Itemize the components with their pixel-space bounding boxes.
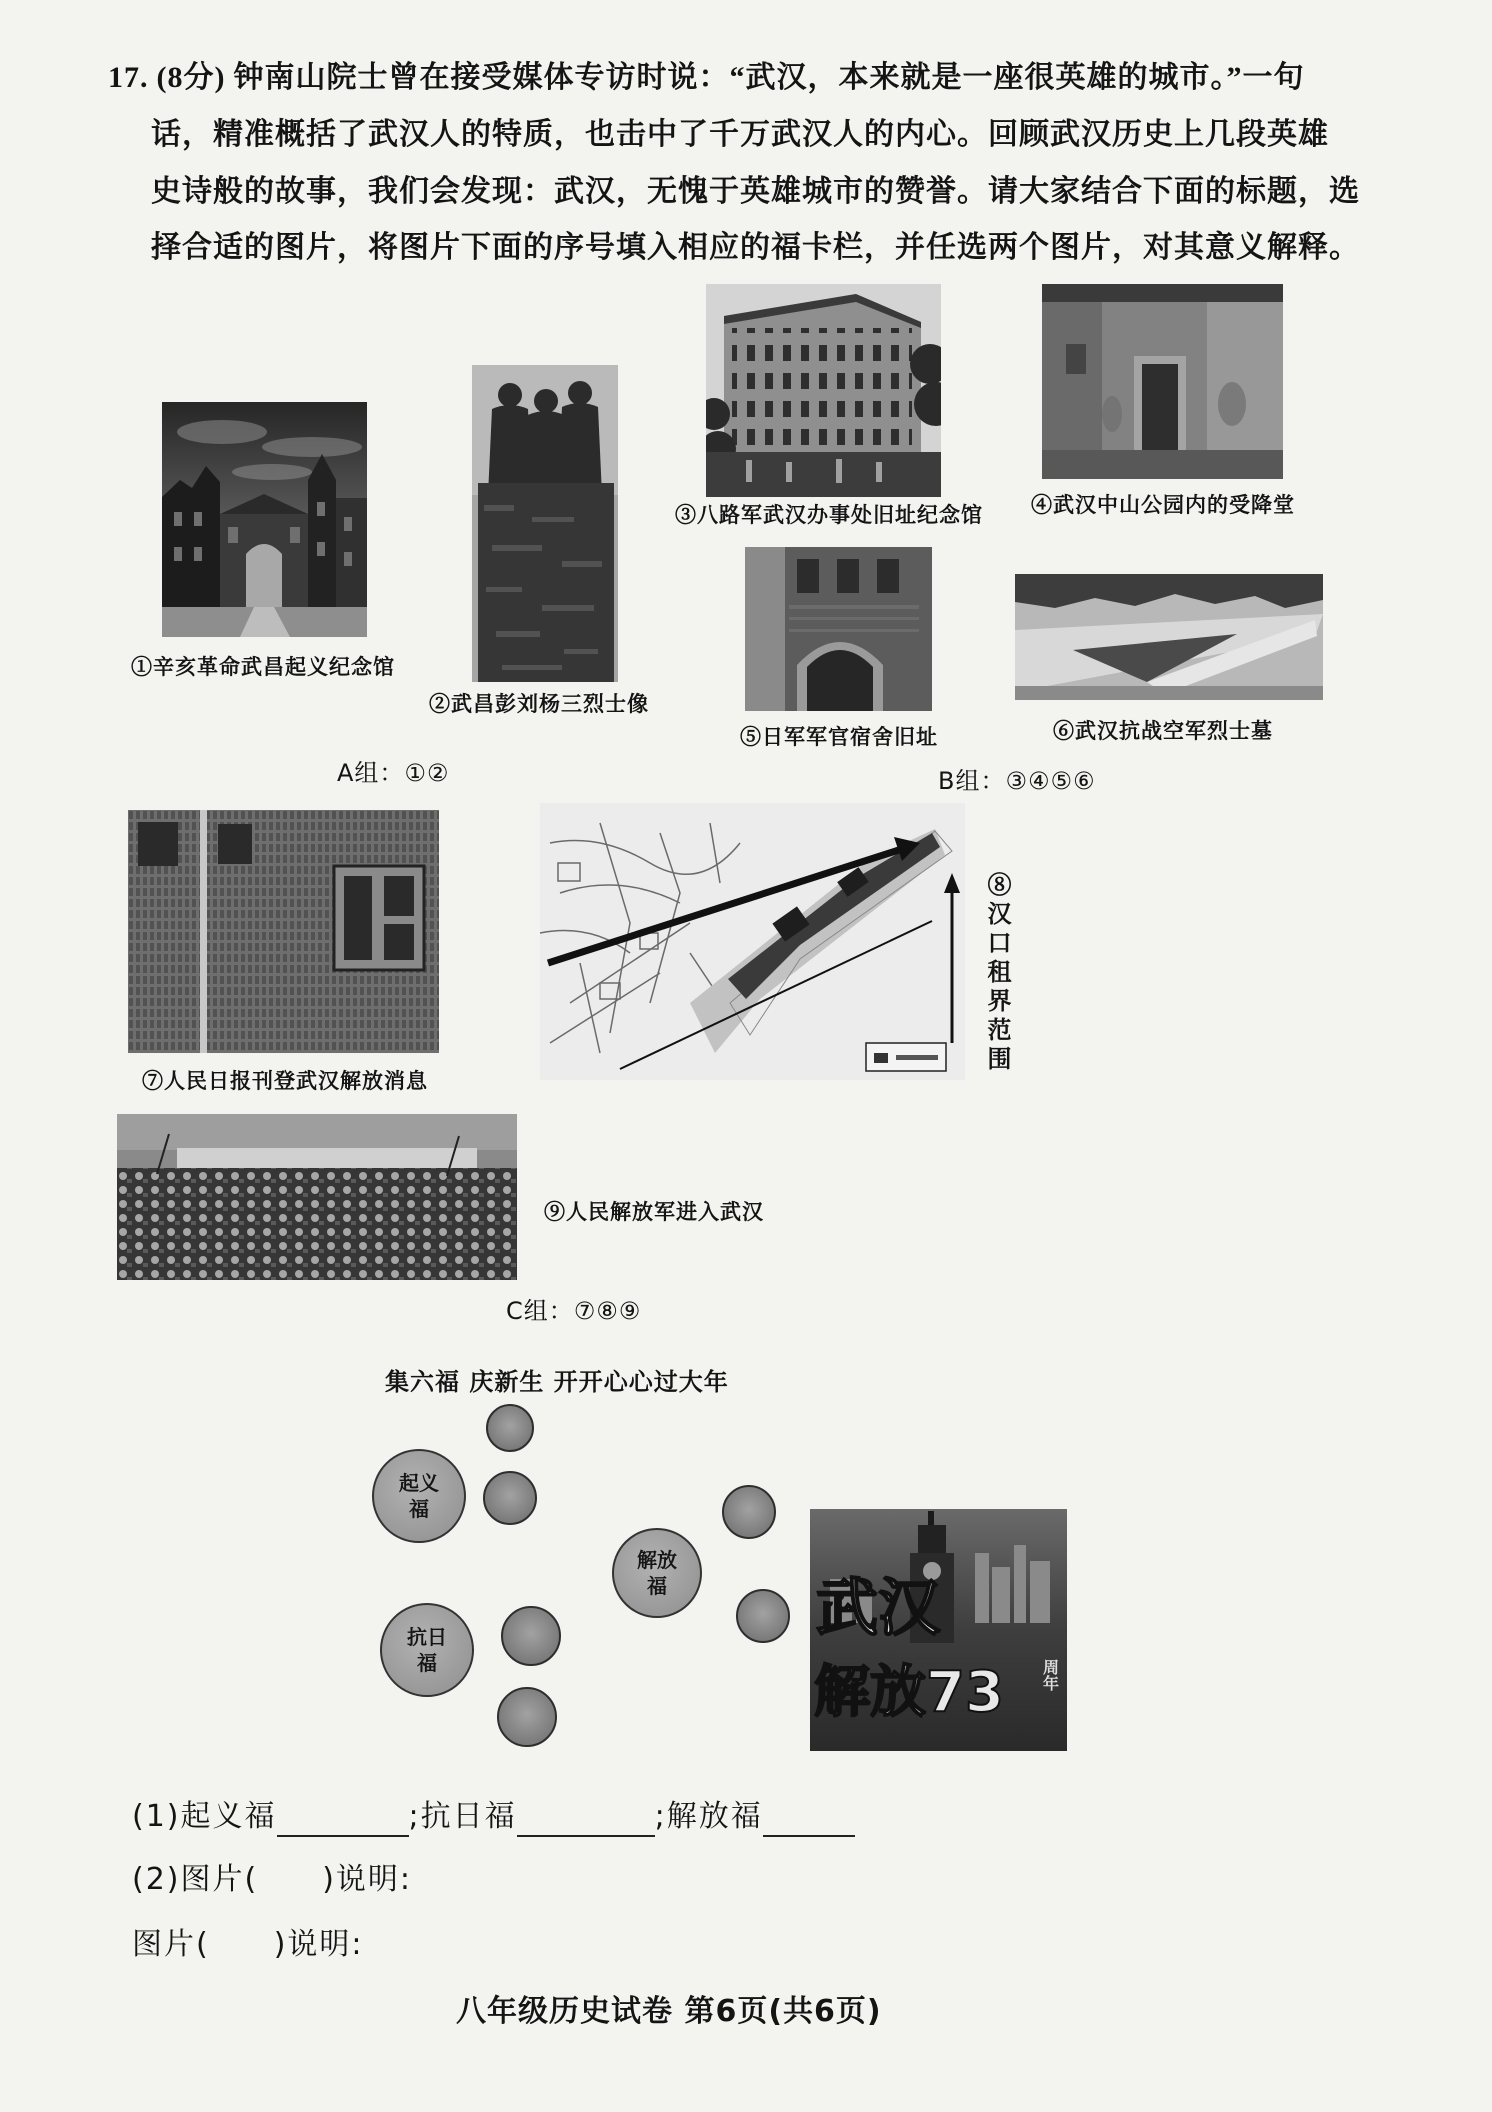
photo-officers-quarters — [745, 547, 932, 711]
fu-card-qiyi — [372, 1449, 466, 1543]
photo-three-martyrs-statue — [472, 365, 618, 682]
fu-slot-circle — [486, 1404, 534, 1452]
photo-peoples-daily-newspaper — [128, 810, 439, 1053]
caption-picture-9: ⑨人民解放军进入武汉 — [544, 1199, 764, 1224]
map-legend — [866, 1043, 946, 1071]
gate-arch — [246, 544, 282, 607]
ground — [1015, 686, 1323, 700]
answer-blank-qiyi — [277, 1801, 409, 1837]
page-footer: 八年级历史试卷 第6页(共6页) — [456, 1994, 882, 2029]
answer-line-1 — [132, 1797, 855, 1837]
question-number: 17. — [108, 61, 149, 94]
fu-section-title: 集六福 庆新生 开开心心过大年 — [385, 1368, 729, 1396]
question-score: (8分) — [156, 61, 226, 94]
question-text: 择合适的图片，将图片下面的序号填入相应的福卡栏，并任选两个图片，对其意义解释。 — [151, 231, 1360, 264]
crowd — [117, 1168, 517, 1280]
group-a-label: A组：①② — [337, 759, 450, 787]
caption-picture-7: ⑦人民日报刊登武汉解放消息 — [142, 1068, 428, 1093]
door — [1142, 364, 1178, 452]
question-line-3 — [151, 172, 1360, 212]
stone-pedestal — [478, 483, 614, 682]
fu-slot-circle — [483, 1471, 537, 1525]
arch-opening — [807, 650, 873, 711]
answer-label-kangri: ;抗日福 — [408, 1799, 517, 1834]
fu-slot-circle — [501, 1606, 561, 1666]
photo-eighth-route-army-office — [706, 284, 941, 497]
poster-title-line2: 解放73 — [814, 1660, 1004, 1725]
fu-card-label: 解放福 — [637, 1548, 677, 1598]
left-corner — [745, 547, 785, 711]
answer-explain-1: (2)图片( )说明: — [132, 1862, 413, 1897]
answer-line-2 — [132, 1860, 412, 1900]
answer-label-qiyi: (1)起义福 — [132, 1799, 277, 1834]
caption-picture-1: ①辛亥革命武昌起义纪念馆 — [131, 654, 395, 679]
group-b-label: B组：③④⑤⑥ — [938, 767, 1096, 795]
answer-blank-jiefang — [763, 1801, 855, 1837]
poster-wuhan-liberation — [810, 1509, 1067, 1751]
question-line-1 — [108, 58, 1304, 98]
fu-slot-circle — [497, 1687, 557, 1747]
fu-card-kangri — [380, 1603, 474, 1697]
group-c-label: C组：⑦⑧⑨ — [506, 1297, 642, 1325]
headline-box — [334, 866, 424, 970]
caption-picture-6: ⑥武汉抗战空军烈士墓 — [1053, 718, 1273, 743]
fu-card-label: 抗日福 — [407, 1625, 447, 1675]
photo-air-force-martyrs-cemetery — [1015, 574, 1323, 700]
answer-line-3 — [132, 1925, 364, 1965]
fold-line — [200, 810, 207, 1053]
upper-windows — [797, 559, 899, 593]
caption-picture-4: ④武汉中山公园内的受降堂 — [1031, 492, 1295, 517]
caption-picture-3: ③八路军武汉办事处旧址纪念馆 — [675, 502, 983, 527]
caption-picture-2: ②武昌彭刘杨三烈士像 — [429, 691, 649, 716]
question-text: 钟南山院士曾在接受媒体专访时说：“武汉，本来就是一座很英雄的城市。”一句 — [233, 61, 1305, 94]
question-text: 史诗般的故事，我们会发现：武汉，无愧于英雄城市的赞誉。请大家结合下面的标题，选 — [151, 175, 1360, 208]
poster-title-suffix: 周年 — [1040, 1659, 1060, 1691]
answer-label-jiefang: ;解放福 — [654, 1799, 763, 1834]
fu-card-jiefang — [612, 1528, 702, 1618]
photo-surrender-hall — [1042, 284, 1283, 479]
photo-pla-entering-wuhan — [117, 1114, 517, 1280]
poster-title-line1: 武汉 — [816, 1571, 941, 1644]
left-wall-section — [1042, 302, 1102, 452]
answer-blank-kangri — [517, 1801, 655, 1837]
right-wall-section — [1207, 302, 1283, 452]
ground — [1042, 450, 1283, 479]
map-caption-vertical: ⑧汉口租界范围 — [983, 872, 1012, 1075]
caption-picture-5: ⑤日军军官宿舍旧址 — [740, 724, 938, 749]
question-line-4 — [151, 228, 1360, 268]
roof-edge — [1042, 284, 1283, 302]
window — [1066, 344, 1086, 374]
fu-slot-circle — [736, 1589, 790, 1643]
street-level — [706, 452, 941, 497]
fu-slot-circle — [722, 1485, 776, 1539]
building-windows — [732, 328, 912, 448]
banner — [177, 1148, 477, 1168]
question-text: 话，精准概括了武汉人的特质，也击中了千万武汉人的内心。回顾武汉历史上几段英雄 — [151, 118, 1329, 151]
answer-explain-2: 图片( )说明: — [132, 1927, 364, 1962]
statue-figures — [488, 381, 602, 495]
question-line-2 — [151, 115, 1329, 155]
map-hankou-concessions — [540, 803, 965, 1080]
fu-card-label: 起义福 — [399, 1471, 439, 1521]
photo-wuchang-uprising-memorial — [162, 402, 367, 637]
